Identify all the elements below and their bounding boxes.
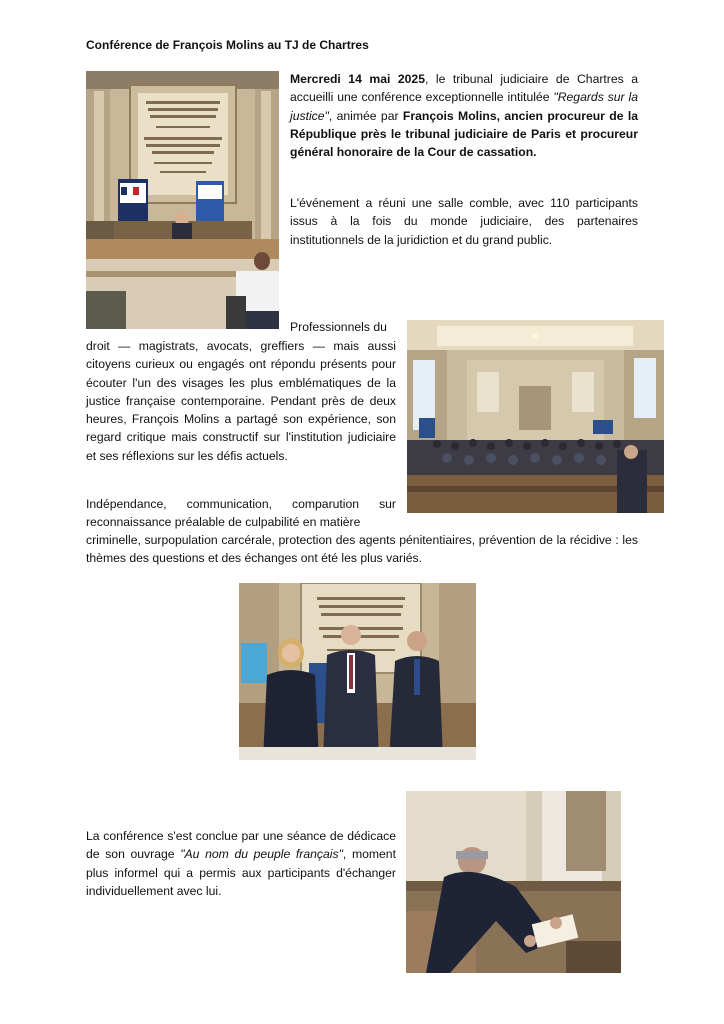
themes-paragraph-start: Indépendance, communication, comparution sur reconnaissance préalable de culpabilité en matière (86, 497, 396, 530)
page-title: Conférence de François Molins au TJ de Chartres (86, 38, 369, 52)
book-signing-photo (406, 791, 621, 973)
speaker-name: François Molins, ancien procureur de la République près le tribunal judiciaire de Paris et procureur général honoraire de la Cour de cassation. (290, 108, 638, 160)
intro-paragraph: Mercredi 14 mai 2025, le tribunal judiciaire de Chartres a accueilli une conférence exceptionnelle intitulée "Regards sur la justice", animée par François Molins, ancien procureur de la République près le tribunal judiciaire de Paris et procureur général honoraire de la Cour de cassation. (290, 72, 638, 160)
attendance-paragraph: L'événement a réuni une salle comble, avec 110 participants issus à la fois du monde judiciaire, des partenaires institutionnels de la juridiction et du grand public. (290, 196, 638, 247)
book-title: "Au nom du peuple français" (180, 847, 343, 862)
themes-paragraph-end: criminelle, surpopulation carcérale, protection des agents pénitentiaires, prévention de la récidive : les thèmes des questions et des échanges ont été les plus variés. (86, 533, 638, 566)
conference-title: "Regards sur la justice" (290, 90, 638, 123)
conference-podium-photo (86, 71, 279, 329)
signing-paragraph: La conférence s'est conclue par une séance de dédicace de son ouvrage "Au nom du peuple français", moment plus informel qui a permis aux participants d'échanger individuellement avec lui. (86, 829, 396, 898)
participants-paragraph: droit — magistrats, avocats, greffiers — mais aussi citoyens curieux ou engagés ont répondu présents pour écouter l'un des visages les plus emblématiques de la justice française contemporaine. Pendant près de deux heures, François Molins a partagé son expérience, son regard critique mais constructif sur l'institution judiciaire et ses réflexions sur les défis actuels. (86, 339, 396, 463)
event-date: Mercredi 14 mai 2025 (290, 72, 425, 86)
group-portrait-photo (239, 583, 476, 760)
participants-lead: Professionnels du (290, 320, 387, 334)
audience-room-photo (407, 320, 664, 513)
